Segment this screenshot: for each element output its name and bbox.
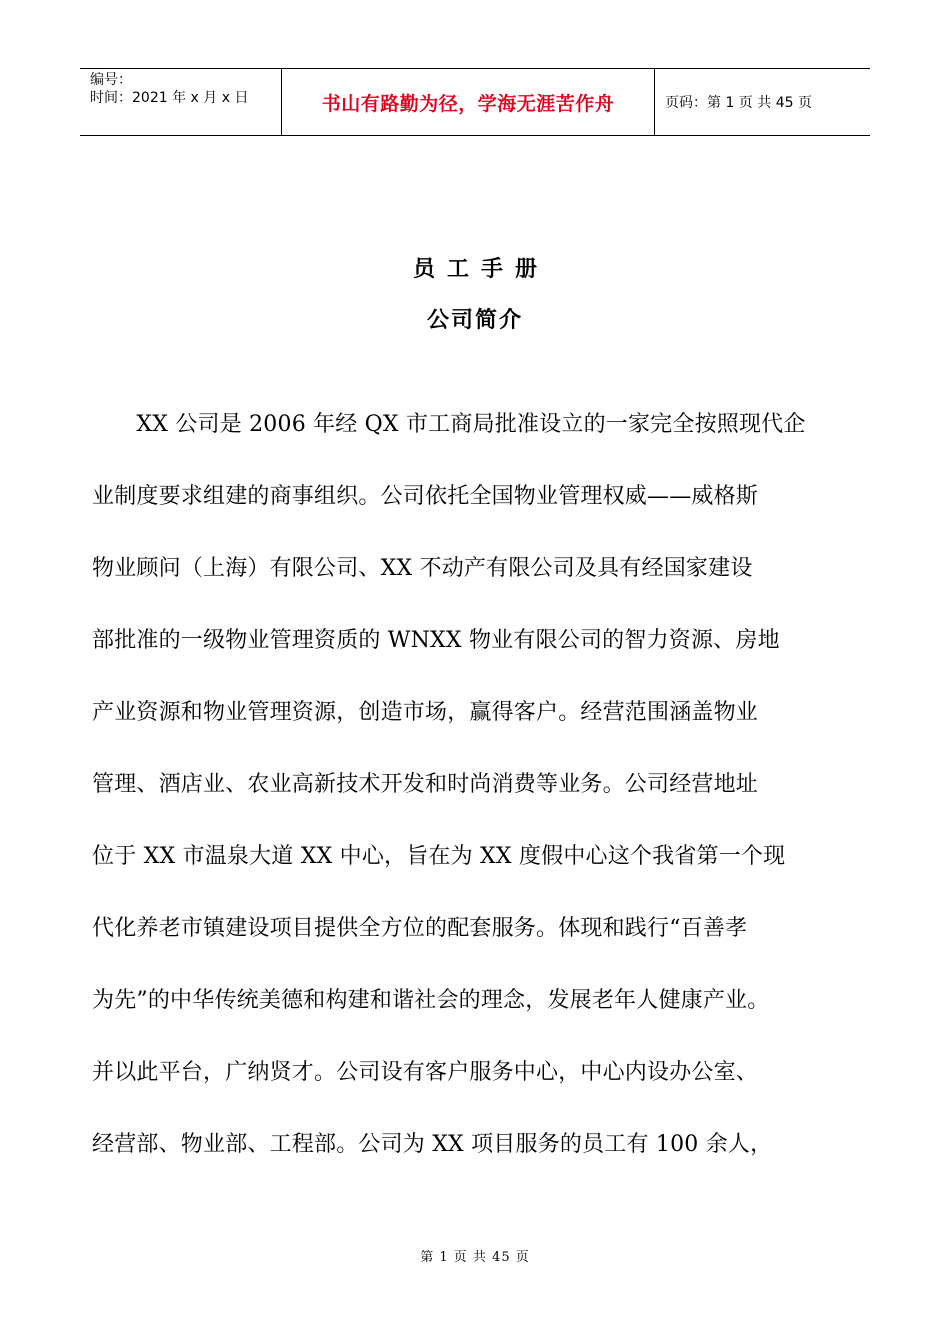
body-line: 产业资源和物业管理资源，创造市场，赢得客户。经营范围涵盖物业: [92, 700, 759, 725]
document-header: [80, 68, 870, 136]
body-line: 部批准的一级物业管理资质的 WNXX 物业有限公司的智力资源、房地: [92, 628, 780, 653]
body-line: 物业顾问（上海）有限公司、XX 不动产有限公司及具有经国家建设: [92, 556, 753, 581]
number-label: 编号：: [90, 72, 132, 88]
page-footer: 第 1 页 共 45 页: [420, 1250, 530, 1265]
body-line: 并以此平台，广纳贤才。公司设有客户服务中心，中心内设办公室、: [92, 1060, 759, 1085]
body-line: 管理、酒店业、农业高新技术开发和时尚消费等业务。公司经营地址: [92, 772, 759, 797]
header-motto-cell: [282, 69, 655, 135]
page-info: 页码：第 1 页 共 45 页: [665, 95, 812, 111]
header-meta-cell: [80, 69, 282, 135]
document-title: 员工手册: [412, 257, 549, 282]
time-label: 时间：2021 年 x 月 x 日: [90, 90, 249, 106]
header-page-cell: [655, 69, 870, 135]
body-line: 经营部、物业部、工程部。公司为 XX 项目服务的员工有 100 余人，: [92, 1132, 773, 1157]
motto-text: 书山有路勤为径，学海无涯苦作舟: [321, 92, 615, 115]
body-line: XX 公司是 2006 年经 QX 市工商局批准设立的一家完全按照现代企: [92, 412, 806, 437]
body-line: 业制度要求组建的商事组织。公司依托全国物业管理权威——威格斯: [92, 484, 759, 509]
body-line: 代化养老市镇建设项目提供全方位的配套服务。体现和践行“百善孝: [92, 916, 748, 941]
body-line: 位于 XX 市温泉大道 XX 中心，旨在为 XX 度假中心这个我省第一个现: [92, 844, 786, 869]
body-paragraph: [92, 405, 872, 1197]
section-title: 公司简介: [426, 308, 523, 333]
body-line: 为先”的中华传统美德和构建和谐社会的理念，发展老年人健康产业。: [92, 988, 770, 1013]
